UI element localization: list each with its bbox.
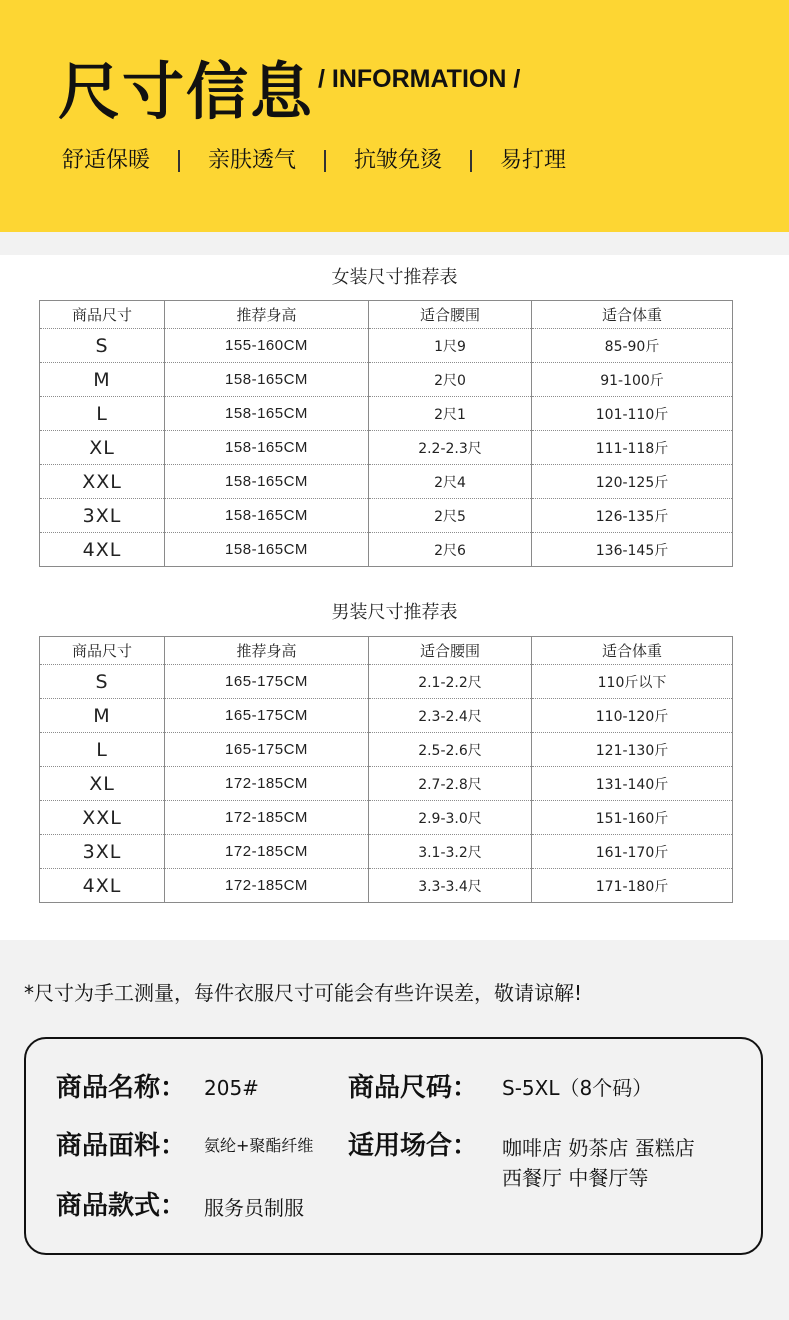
product-size-value: S-5XL（8个码） [502,1076,653,1100]
header-banner [0,0,789,232]
table-cell: 172-185CM [165,801,369,835]
table-row [40,699,733,733]
product-fabric-value: 氨纶+聚酯纤维 [204,1136,314,1155]
table-cell: 2尺6 [369,533,532,567]
men-size-table [39,636,733,903]
table-cell: 165-175CM [165,665,369,699]
measurement-note: *尺寸为手工测量，每件衣服尺寸可能会有些许误差，敬请谅解! [24,981,583,1005]
venue-value-line2: 西餐厅 中餐厅等 [502,1166,649,1190]
table-cell: XXL [40,465,165,499]
table-cell: 158-165CM [165,397,369,431]
table-cell: 120-125斤 [532,465,733,499]
women-size-table [39,300,733,567]
table-cell: 3.3-3.4尺 [369,869,532,903]
table-row [40,869,733,903]
table-cell: 3XL [40,499,165,533]
table-row [40,363,733,397]
table-cell: XL [40,431,165,465]
table-cell: 172-185CM [165,767,369,801]
table-cell: 165-175CM [165,733,369,767]
table-cell: 2尺0 [369,363,532,397]
table-row [40,835,733,869]
table-row [40,665,733,699]
table-cell: 4XL [40,869,165,903]
table-cell: 101-110斤 [532,397,733,431]
table-cell: 2.7-2.8尺 [369,767,532,801]
feature-item: 易打理 [500,148,567,173]
table-row [40,431,733,465]
table-row [40,465,733,499]
table-cell: 155-160CM [165,329,369,363]
table-cell: 158-165CM [165,533,369,567]
product-size-label: 商品尺码： [348,1073,479,1103]
table-cell: 126-135斤 [532,499,733,533]
table-cell: 3.1-3.2尺 [369,835,532,869]
table-cell: 2.2-2.3尺 [369,431,532,465]
table-cell: 2.9-3.0尺 [369,801,532,835]
product-style-value: 服务员制服 [204,1196,304,1220]
women-table-title: 女装尺寸推荐表 [331,267,458,288]
table-cell: 161-170斤 [532,835,733,869]
column-header: 适合体重 [532,301,733,329]
column-header: 商品尺寸 [40,637,165,665]
table-row [40,801,733,835]
feature-item: 舒适保暖 [62,148,151,173]
table-header-row [40,301,733,329]
table-cell: 158-165CM [165,431,369,465]
column-header: 适合腰围 [369,637,532,665]
table-cell: 2尺5 [369,499,532,533]
feature-divider [178,150,180,172]
table-cell: S [40,665,165,699]
table-row [40,397,733,431]
table-cell: 4XL [40,533,165,567]
table-cell: 3XL [40,835,165,869]
column-header: 商品尺寸 [40,301,165,329]
table-cell: XXL [40,801,165,835]
column-header: 适合腰围 [369,301,532,329]
table-row [40,533,733,567]
table-cell: XL [40,767,165,801]
table-row [40,499,733,533]
venue-value-line1: 咖啡店 奶茶店 蛋糕店 [502,1136,695,1160]
feature-divider [470,150,472,172]
page-subtitle: / INFORMATION / [318,65,521,93]
table-cell: 165-175CM [165,699,369,733]
table-cell: L [40,397,165,431]
product-fabric-label: 商品面料： [56,1131,187,1161]
table-cell: 2尺1 [369,397,532,431]
table-cell: 172-185CM [165,835,369,869]
table-cell: 2尺4 [369,465,532,499]
table-cell: L [40,733,165,767]
table-cell: 151-160斤 [532,801,733,835]
men-table-title: 男装尺寸推荐表 [331,602,458,623]
product-style-label: 商品款式： [56,1191,187,1221]
table-row [40,767,733,801]
feature-list [62,144,566,178]
column-header: 推荐身高 [165,637,369,665]
table-cell: S [40,329,165,363]
table-cell: 172-185CM [165,869,369,903]
table-row [40,733,733,767]
product-name-value: 205# [204,1076,259,1100]
table-cell: 110斤以下 [532,665,733,699]
product-info-box [24,1037,763,1255]
feature-item: 亲肤透气 [208,148,297,173]
column-header: 适合体重 [532,637,733,665]
table-header-row [40,637,733,665]
table-cell: 2.5-2.6尺 [369,733,532,767]
table-cell: M [40,363,165,397]
table-cell: 158-165CM [165,499,369,533]
column-header: 推荐身高 [165,301,369,329]
table-cell: 91-100斤 [532,363,733,397]
table-cell: M [40,699,165,733]
table-cell: 121-130斤 [532,733,733,767]
table-cell: 131-140斤 [532,767,733,801]
table-cell: 158-165CM [165,363,369,397]
table-row [40,329,733,363]
table-cell: 85-90斤 [532,329,733,363]
feature-item: 抗皱免烫 [354,148,443,173]
product-name-label: 商品名称： [56,1073,187,1103]
table-cell: 2.1-2.2尺 [369,665,532,699]
table-cell: 2.3-2.4尺 [369,699,532,733]
table-cell: 111-118斤 [532,431,733,465]
feature-divider [324,150,326,172]
table-cell: 171-180斤 [532,869,733,903]
table-cell: 136-145斤 [532,533,733,567]
table-cell: 1尺9 [369,329,532,363]
table-cell: 158-165CM [165,465,369,499]
page-title: 尺寸信息 [58,55,315,128]
table-cell: 110-120斤 [532,699,733,733]
venue-label: 适用场合： [348,1131,479,1161]
